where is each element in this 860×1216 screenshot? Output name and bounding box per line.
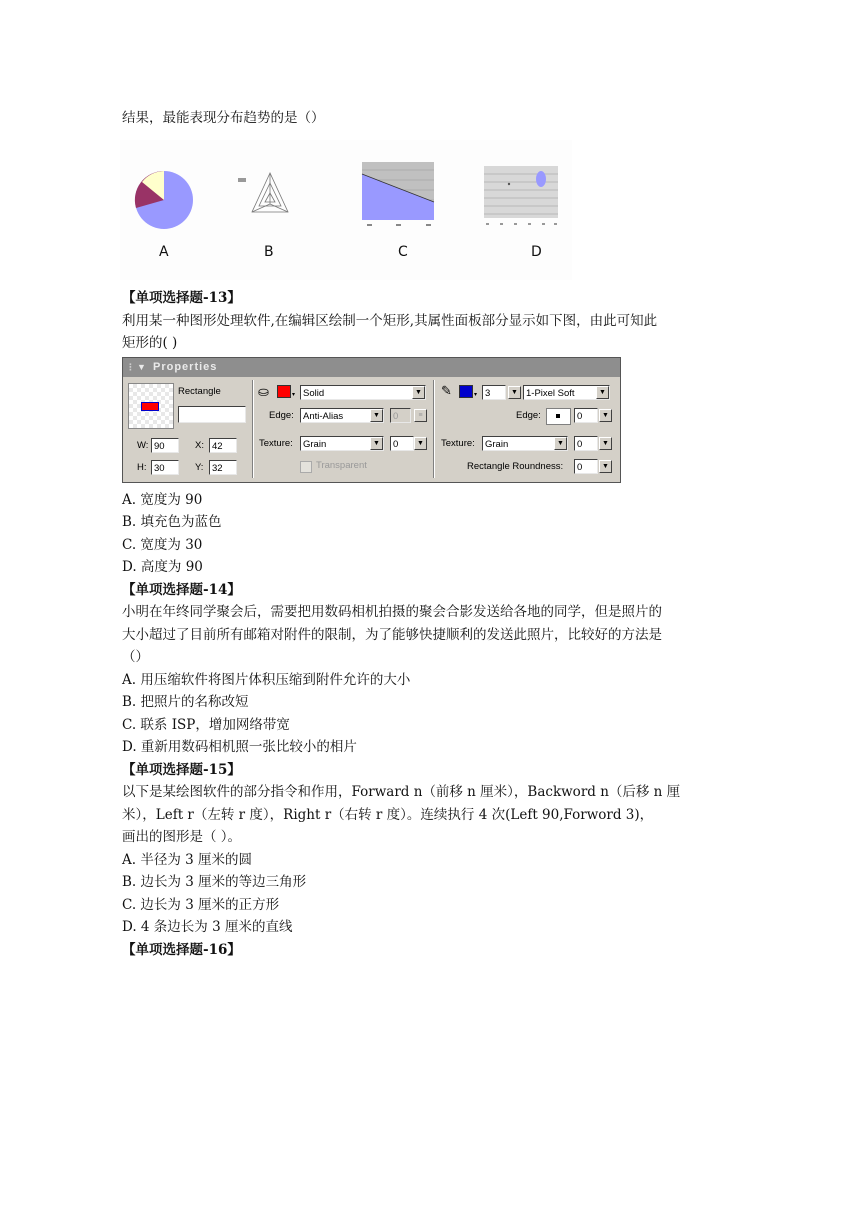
q14-option-c: C. 联系 ISP，增加网络带宽 — [122, 717, 290, 733]
option-c-label: C — [398, 244, 408, 260]
stroke-texture-label: Texture: — [441, 438, 475, 449]
q15-option-d: D. 4 条边长为 3 厘米的直线 — [122, 919, 293, 935]
roundness-dropdown-icon[interactable]: ▼ — [599, 460, 612, 473]
fill-type-select[interactable]: Solid — [300, 385, 426, 400]
texture-amount-field[interactable]: 0 — [390, 436, 414, 451]
q14-header: 【单项选择题-14】 — [122, 582, 241, 598]
q14-stem-line2: 大小超过了目前所有邮箱对附件的限制，为了能够快捷顺利的发送此照片，比较好的方法是 — [122, 627, 662, 643]
stroke-edge-dropdown-icon[interactable]: ▼ — [599, 409, 612, 422]
separator — [433, 380, 435, 478]
stroke-color-arrow-icon[interactable]: ▾ — [474, 392, 478, 398]
q14-stem-line1: 小明在年终同学聚会后，需要把用数码相机拍摄的聚会合影发送给各地的同学，但是照片的 — [122, 604, 662, 620]
question-12-tail: 结果，最能表现分布趋势的是（） — [122, 110, 325, 126]
w-label: W: — [137, 440, 149, 451]
roundness-field[interactable]: 0 — [574, 459, 598, 474]
option-a-pie-chart — [135, 171, 193, 229]
rectangle-preview — [141, 402, 159, 411]
q15-stem-line1: 以下是某绘图软件的部分指令和作用，Forward n（前移 n 厘米），Backword n（后移 n 厘 — [122, 784, 681, 800]
q13-stem-line1: 利用某一种图形处理软件,在编辑区绘制一个矩形,其属性面板部分显示如下图，由此可知此 — [122, 313, 658, 329]
texture-dropdown-icon[interactable]: ▼ — [370, 437, 383, 450]
panel-title-bar — [123, 358, 620, 377]
q13-option-c: C. 宽度为 30 — [122, 537, 203, 553]
q15-option-c: C. 边长为 3 厘米的正方形 — [122, 897, 280, 913]
edge-amount-field[interactable]: 0 — [390, 408, 411, 423]
collapse-triangle-icon[interactable]: ▼ — [137, 362, 147, 372]
q14-option-a: A. 用压缩软件将图片体积压缩到附件允许的大小 — [122, 672, 411, 688]
name-field[interactable] — [178, 406, 246, 423]
stroke-texture-dropdown-icon[interactable]: ▼ — [554, 437, 567, 450]
q15-stem-line2: 米），Left r（左转 r 度），Right r（右转 r 度）。连续执行 4 次(Left 90,Forword 3)， — [122, 807, 654, 823]
edge-dropdown-icon[interactable]: ▼ — [370, 409, 383, 422]
transparent-checkbox[interactable] — [300, 461, 312, 473]
q16-header: 【单项选择题-16】 — [122, 942, 241, 958]
shape-thumbnail — [128, 383, 174, 429]
stroke-type-select[interactable]: 1-Pixel Soft — [523, 385, 610, 400]
stroke-type-dropdown-icon[interactable]: ▼ — [596, 386, 609, 399]
y-label: Y: — [195, 462, 204, 473]
option-a-label: A — [159, 244, 169, 260]
edge-amount-slider-icon[interactable]: ≡ — [414, 409, 427, 422]
texture-amount-dropdown-icon[interactable]: ▼ — [414, 437, 427, 450]
height-field[interactable]: 30 — [151, 460, 179, 475]
q14-option-d: D. 重新用数码相机照一张比较小的相片 — [122, 739, 357, 755]
stroke-color-swatch[interactable] — [459, 385, 473, 398]
edge-label: Edge: — [269, 410, 294, 421]
texture-select[interactable]: Grain — [300, 436, 384, 451]
paint-bucket-icon: ⛀ — [258, 384, 269, 399]
transparent-label: Transparent — [316, 460, 367, 471]
option-c-area-chart — [362, 162, 434, 226]
q14-option-b: B. 把照片的名称改短 — [122, 694, 249, 710]
q15-header: 【单项选择题-15】 — [122, 762, 241, 778]
option-d-label: D — [531, 244, 542, 260]
stroke-size-field[interactable]: 3 — [482, 385, 506, 400]
separator — [252, 380, 254, 478]
q15-option-a: A. 半径为 3 厘米的圆 — [122, 852, 253, 868]
chart-thumbnails — [120, 140, 572, 280]
stroke-texture-amount-field[interactable]: 0 — [574, 436, 598, 451]
roundness-label: Rectangle Roundness: — [467, 461, 564, 472]
texture-label: Texture: — [259, 438, 293, 449]
x-label: X: — [195, 440, 204, 451]
stroke-edge-label: Edge: — [516, 410, 541, 421]
fill-type-dropdown-icon[interactable]: ▼ — [412, 386, 425, 399]
q13-option-d: D. 高度为 90 — [122, 559, 203, 575]
h-label: H: — [137, 462, 147, 473]
properties-panel — [122, 357, 621, 483]
option-b-label: B — [264, 244, 274, 260]
q15-stem-line3: 画出的图形是（ ）。 — [122, 829, 242, 845]
stroke-texture-amount-dropdown-icon[interactable]: ▼ — [599, 437, 612, 450]
q15-option-b: B. 边长为 3 厘米的等边三角形 — [122, 874, 307, 890]
pencil-icon: ✎ — [441, 383, 452, 398]
stroke-texture-select[interactable]: Grain — [482, 436, 568, 451]
option-b-radar-chart — [238, 173, 288, 212]
q13-option-b: B. 填充色为蓝色 — [122, 514, 222, 530]
q13-stem-line2: 矩形的( ) — [122, 335, 178, 351]
q13-header: 【单项选择题-13】 — [122, 290, 241, 306]
grip-icon[interactable]: ⋮ — [126, 362, 136, 372]
edge-select[interactable]: Anti-Alias — [300, 408, 384, 423]
chart-options-figure — [120, 140, 572, 280]
q13-option-a: A. 宽度为 90 — [122, 492, 203, 508]
x-field[interactable]: 42 — [209, 438, 237, 453]
y-field[interactable]: 32 — [209, 460, 237, 475]
stroke-edge-amount-field[interactable]: 0 — [574, 408, 598, 423]
width-field[interactable]: 90 — [151, 438, 179, 453]
stroke-edge-preview[interactable] — [546, 408, 571, 425]
stroke-size-dropdown-icon[interactable]: ▼ — [508, 386, 521, 399]
fill-color-arrow-icon[interactable]: ▾ — [292, 392, 296, 398]
option-d-scatter-chart — [484, 166, 558, 225]
shape-name: Rectangle — [178, 386, 221, 397]
fill-color-swatch[interactable] — [277, 385, 291, 398]
panel-title: Properties — [153, 361, 218, 373]
q14-stem-line3: （） — [122, 649, 149, 665]
